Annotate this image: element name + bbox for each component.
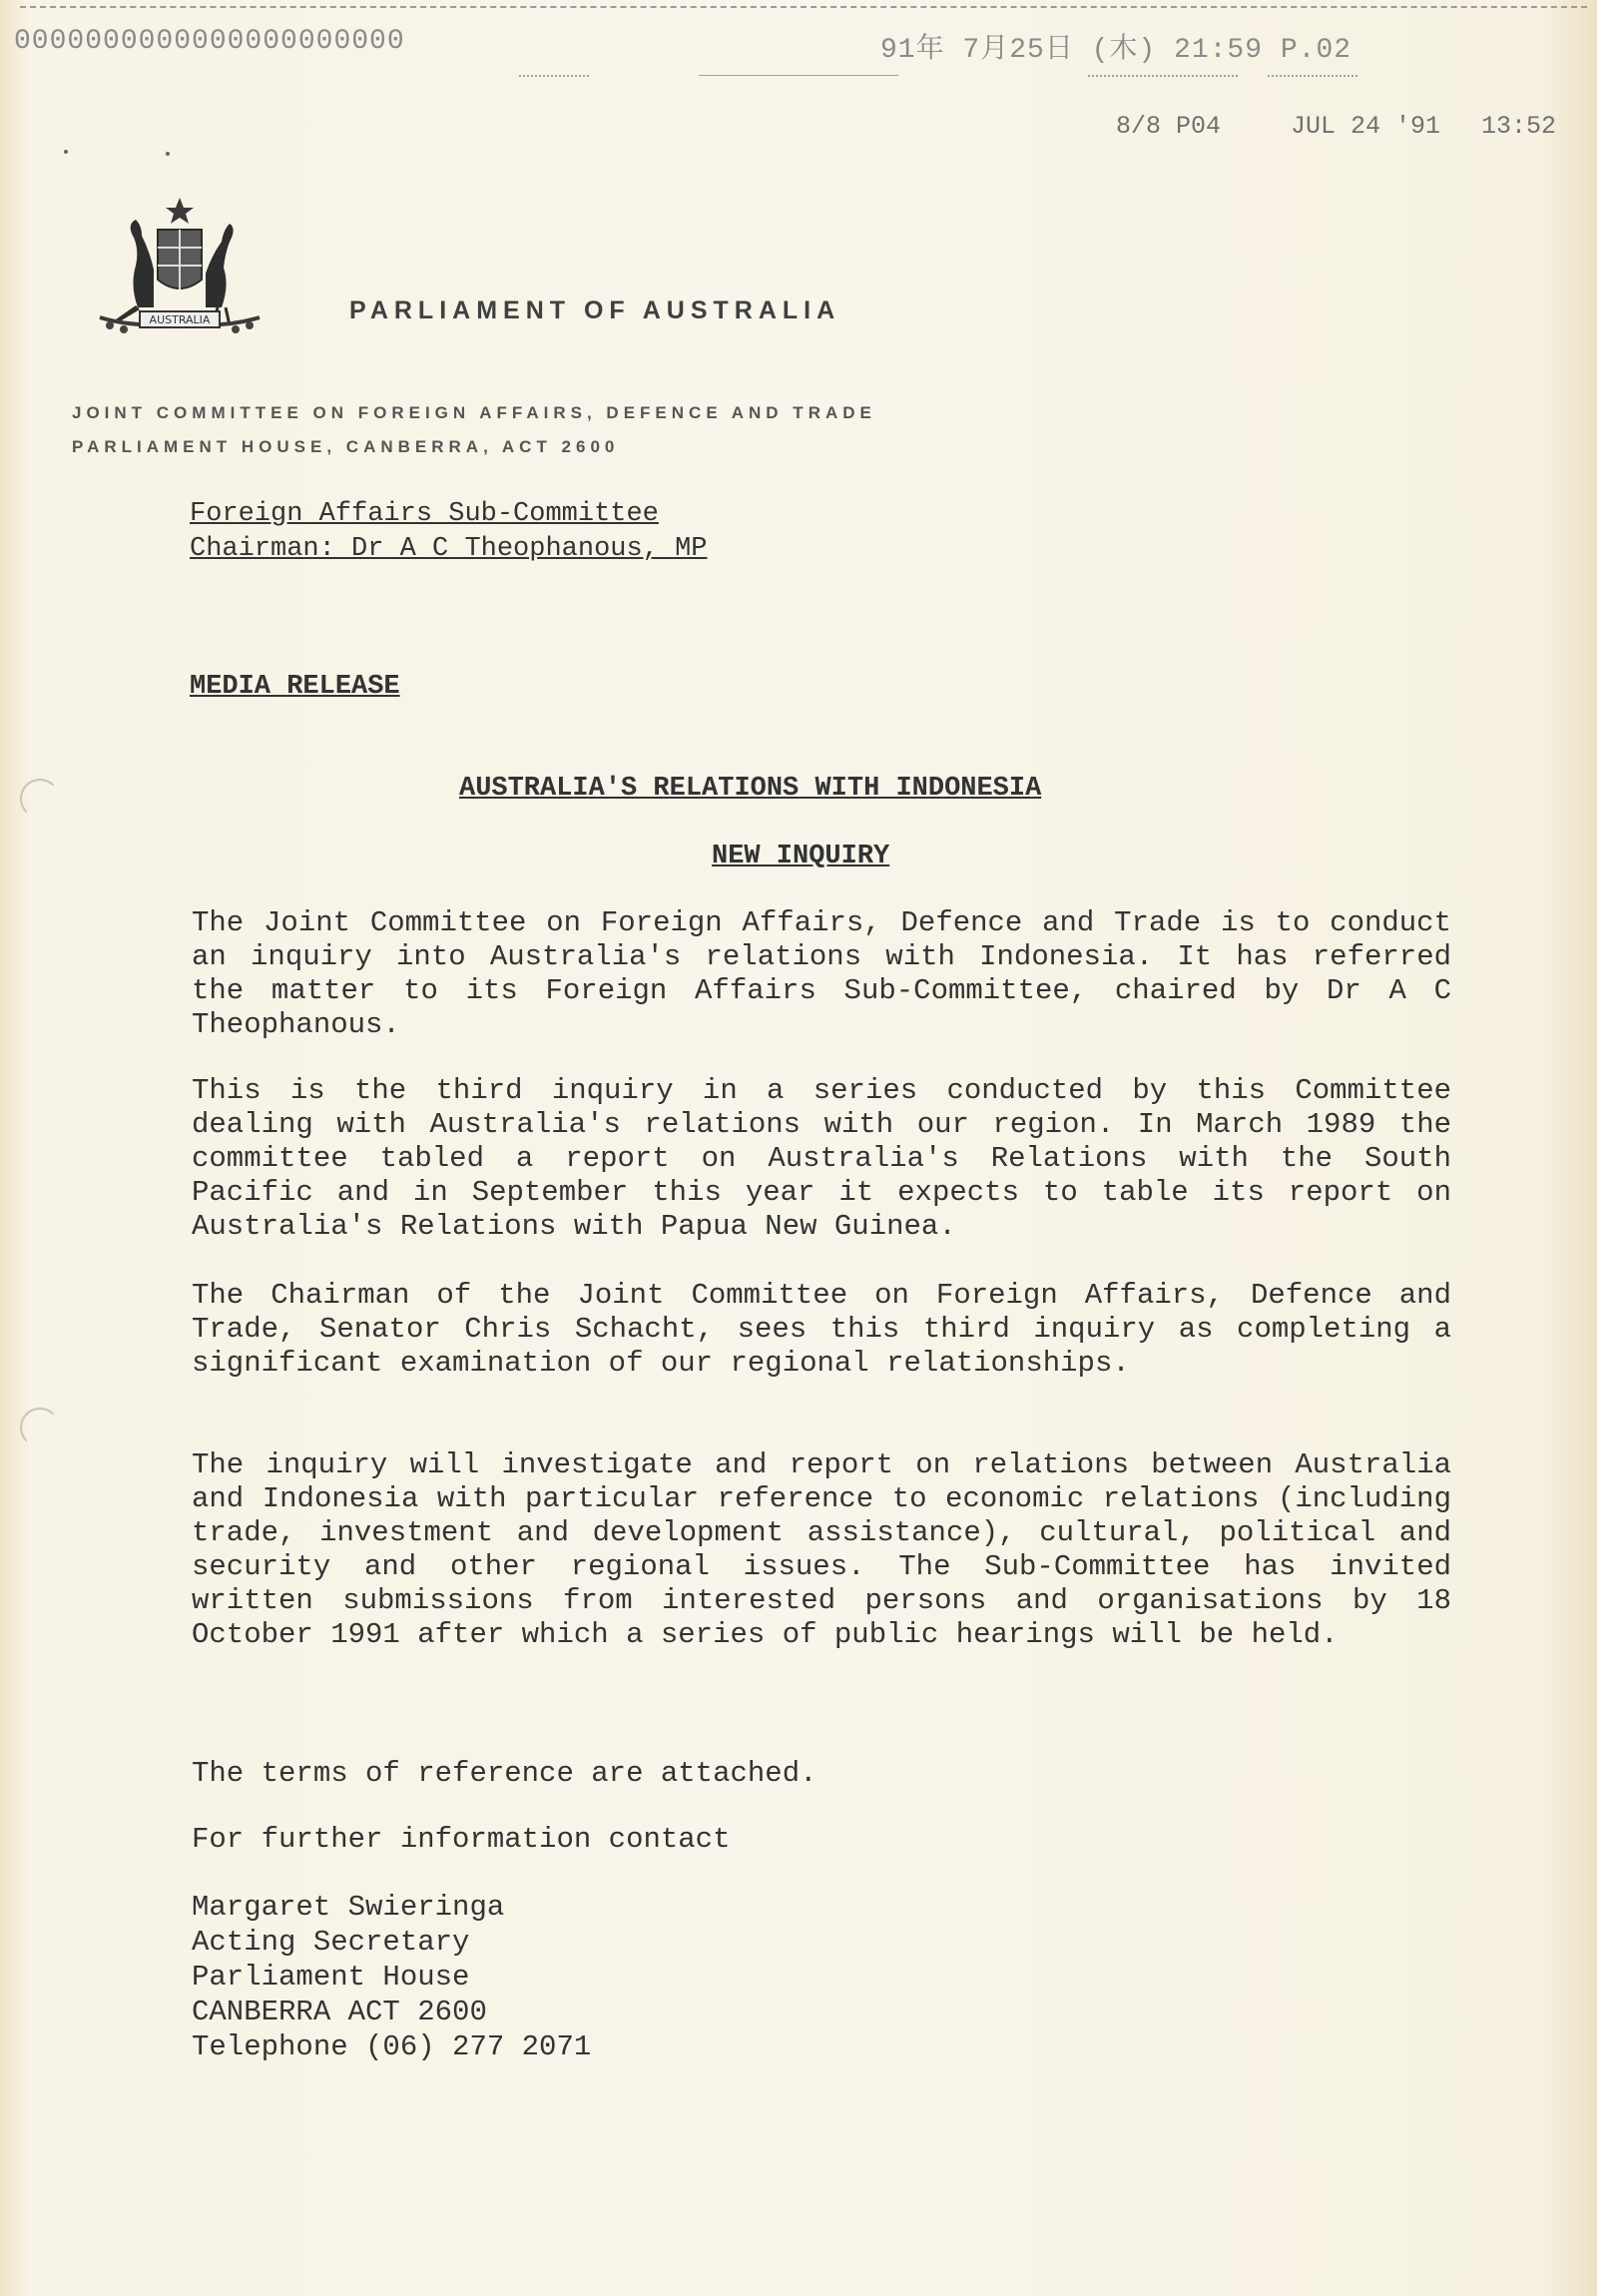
scan-speck <box>166 152 170 156</box>
paragraph: The inquiry will investigate and report on relations between Australia and Indonesia with particular reference to economic relations (including trade, investment and development assistance), cultural, political and security and other regional issues. The Sub-Committee has invited written submissions from interested persons and organisations by 18 October 1991 after which a series of public hearings will be held. <box>192 1448 1451 1651</box>
punch-hole <box>20 1408 60 1447</box>
subcommittee-name: Foreign Affairs Sub-Committee <box>190 499 659 529</box>
letterhead-title: PARLIAMENT OF AUSTRALIA <box>349 296 841 324</box>
contact-address: Parliament House <box>192 1961 470 1994</box>
contact-intro: For further information contact <box>192 1823 731 1856</box>
coat-of-arms-logo <box>80 190 279 349</box>
fax-time: 13:52 <box>1481 112 1557 141</box>
committee-name: JOINT COMMITTEE ON FOREIGN AFFAIRS, DEFENCE AND TRADE <box>72 403 876 422</box>
committee-address: PARLIAMENT HOUSE, CANBERRA, ACT 2600 <box>72 437 620 456</box>
contact-city: CANBERRA ACT 2600 <box>192 1996 487 2028</box>
subheadline: NEW INQUIRY <box>712 842 890 871</box>
contact-name: Margaret Swieringa <box>192 1891 505 1924</box>
fax-page-number: 8/8 P04 <box>1116 112 1222 141</box>
svg-text:AUSTRALIA: AUSTRALIA <box>149 313 211 326</box>
paragraph: The Joint Committee on Foreign Affairs, Defence and Trade is to conduct an inquiry into Australia's relations with Indonesia. It has referred the matter to its Foreign Affairs Sub-Committee, chaired by Dr A C Theophanous. <box>192 906 1451 1041</box>
fax-header-right: 91年 7月25日 (木) 21:59 P.02 <box>880 35 1352 66</box>
paragraph: This is the third inquiry in a series conducted by this Committee dealing with Australia's relations with our region. In March 1989 the committee tabled a report on Australia's Relations with the South Pacific and in September this year it expects to table its report on Australia's Relations with Papua New Guinea. <box>192 1074 1451 1243</box>
punch-hole <box>20 779 60 819</box>
fax-date: JUL 24 '91 <box>1291 112 1441 141</box>
subcommittee-chairman: Chairman: Dr A C Theophanous, MP <box>190 534 708 564</box>
dotted-rule <box>1088 75 1238 77</box>
contact-title: Acting Secretary <box>192 1926 470 1959</box>
fax-header-left: 0000000000000000000000 <box>14 26 405 57</box>
dotted-rule <box>519 75 589 77</box>
fax-top-border <box>20 6 1587 8</box>
dotted-rule <box>699 75 898 76</box>
headline: AUSTRALIA'S RELATIONS WITH INDONESIA <box>459 774 1042 804</box>
dotted-rule <box>1268 75 1357 77</box>
paragraph: The Chairman of the Joint Committee on Foreign Affairs, Defence and Trade, Senator Chris Schacht, sees this third inquiry as completing a significant examination of our regional relationships. <box>192 1279 1451 1380</box>
media-release-label: MEDIA RELEASE <box>190 672 400 702</box>
contact-phone: Telephone (06) 277 2071 <box>192 2030 592 2063</box>
scan-speck <box>64 150 68 154</box>
terms-of-reference-note: The terms of reference are attached. <box>192 1757 817 1790</box>
contact-block <box>192 1890 591 2064</box>
scan-margin <box>1597 0 1618 2296</box>
